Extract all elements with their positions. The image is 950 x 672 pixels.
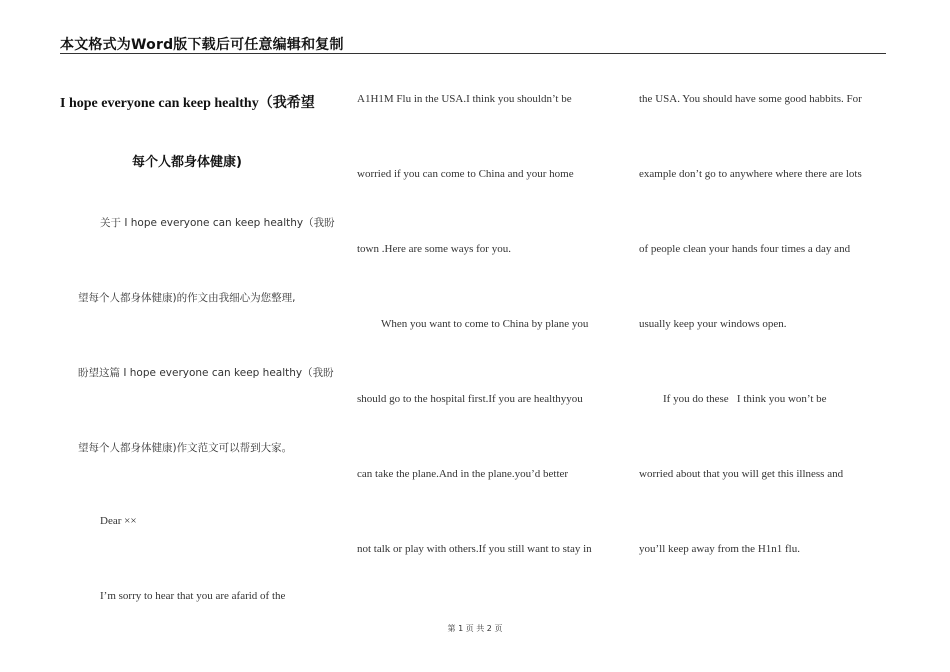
letter-line-13: If you do these I think you won’t be: [663, 393, 827, 405]
letter-line-4: town .Here are some ways for you.: [357, 243, 511, 255]
document-header: 本文格式为Word版下载后可任意编辑和复制: [60, 37, 344, 53]
letter-line-7: can take the plane.And in the plane.you’d better: [357, 468, 569, 480]
intro-line-4: 望每个人都身体健康)作文范文可以帮到大家。: [78, 442, 293, 454]
letter-line-12: usually keep your windows open.: [639, 318, 787, 330]
letter-line-5: When you want to come to China by plane you: [381, 318, 589, 330]
letter-line-8: not talk or play with others.If you still want to stay in: [357, 543, 592, 555]
letter-line-10: example don’t go to anywhere where there are lots: [639, 168, 862, 180]
letter-line-11: of people clean your hands four times a day and: [639, 243, 851, 255]
intro-line-1: 关于 I hope everyone can keep healthy（我盼: [100, 217, 335, 229]
intro-line-2: 望每个人都身体健康)的作文由我细心为您整理,: [78, 292, 296, 304]
page-number-footer: 第 1 页 共 2 页: [447, 624, 503, 633]
header-divider: [60, 53, 886, 54]
letter-line-15: you’ll keep away from the H1n1 flu.: [639, 543, 800, 555]
letter-line-6: should go to the hospital first.If you are healthyyou: [357, 393, 583, 405]
letter-line-3: worried if you can come to China and your home: [357, 168, 574, 180]
intro-line-3: 盼望这篇 I hope everyone can keep healthy（我盼: [78, 367, 334, 379]
article-title-line-2: 每个人都身体健康): [132, 155, 242, 170]
letter-line-1: I’m sorry to hear that you are afarid of the: [100, 590, 286, 602]
letter-line-14: worried about that you will get this illness and: [639, 468, 844, 480]
letter-line-2: A1H1M Flu in the USA.I think you shouldn’t be: [357, 93, 572, 105]
article-title-line-1: I hope everyone can keep healthy（我希望: [60, 96, 315, 111]
letter-line-9: the USA. You should have some good habbits. For: [639, 93, 862, 105]
letter-salutation: Dear ××: [100, 515, 137, 527]
